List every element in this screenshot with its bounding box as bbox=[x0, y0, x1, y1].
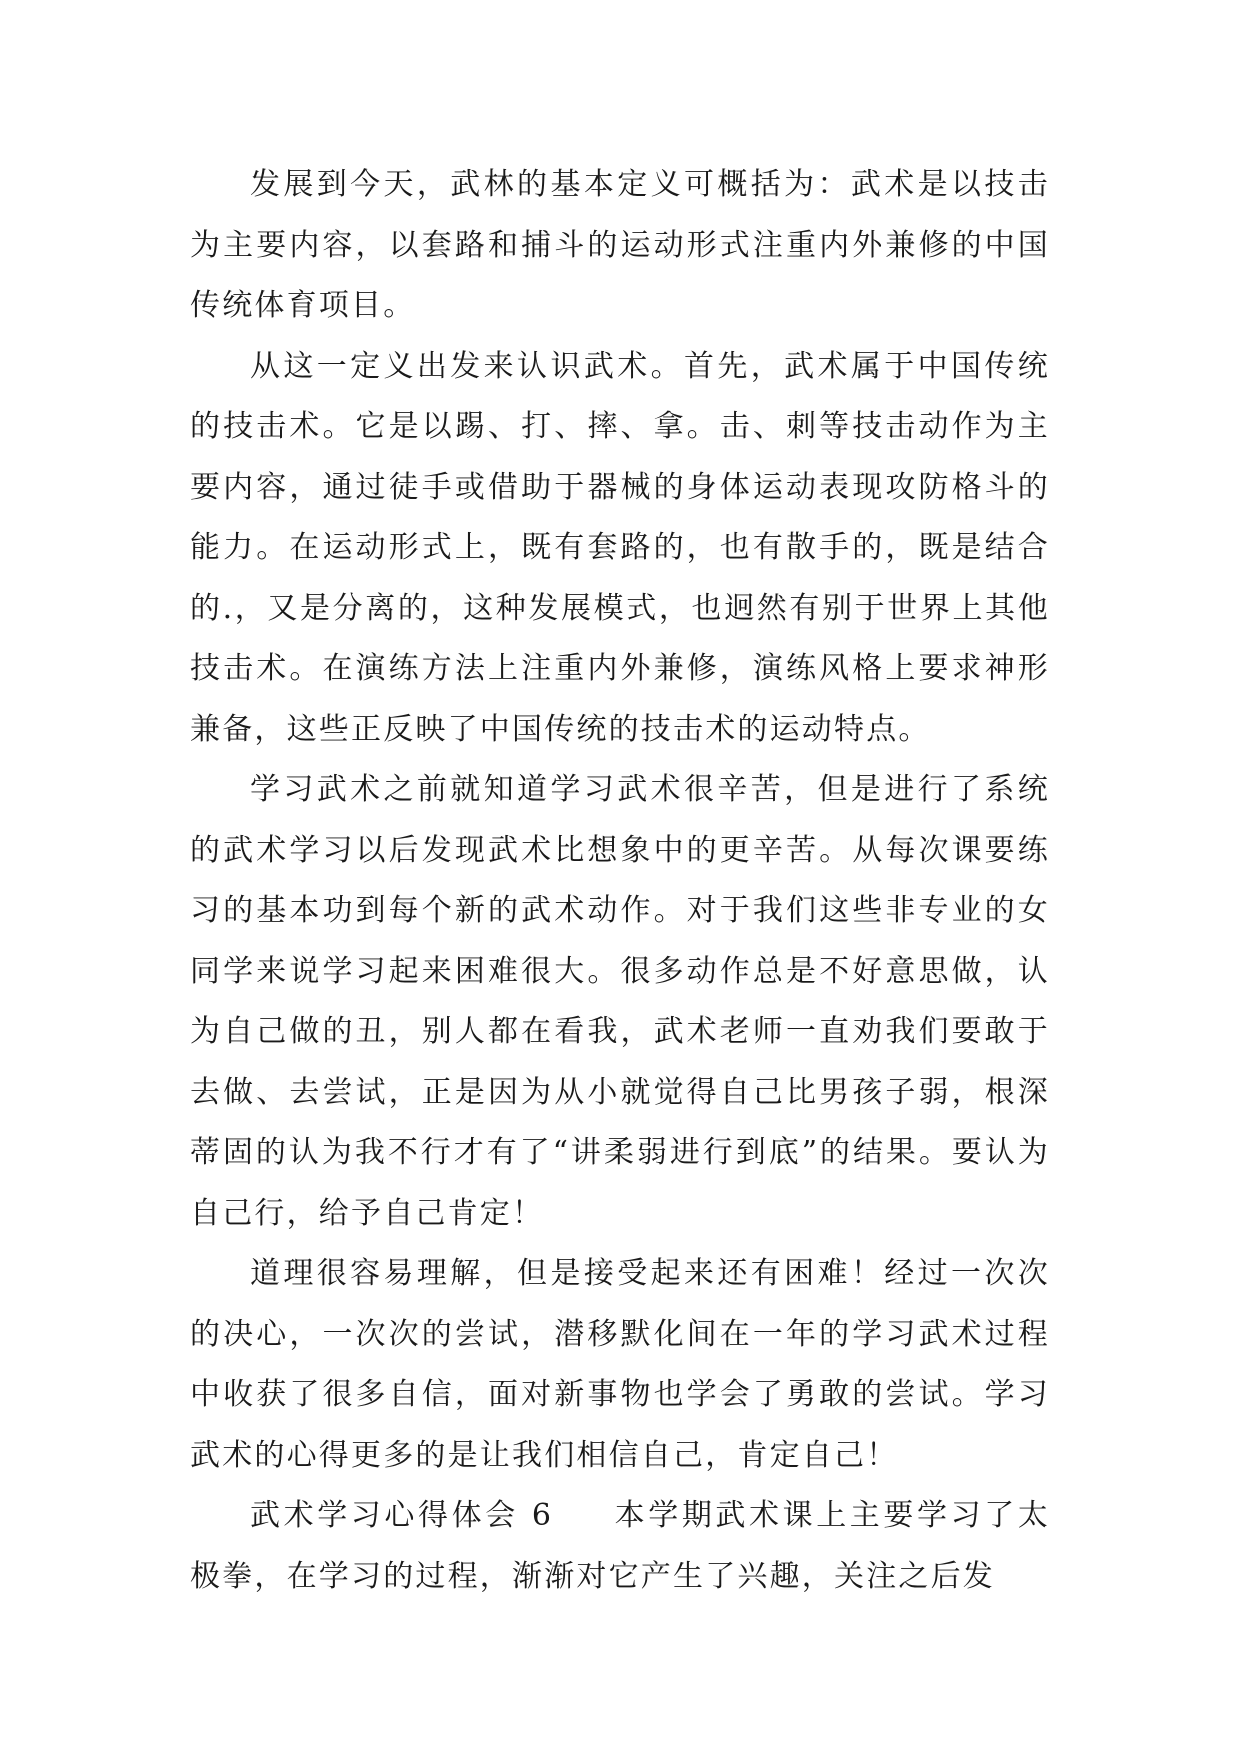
section-6-text: 本学期武术课上主要学习了太极拳，在学习的过程，渐渐对它产生了兴趣，关注之后发 bbox=[190, 1498, 1050, 1594]
paragraph-definition: 发展到今天，武林的基本定义可概括为：武术是以技击为主要内容，以套路和捕斗的运动形式注重内外兼修的中国传统体育项目。 bbox=[190, 167, 1050, 323]
section-heading: 武术学习心得体会 6 bbox=[250, 1498, 554, 1533]
document-body bbox=[190, 155, 1050, 1607]
paragraph-understanding: 从这一定义出发来认识武术。首先，武术属于中国传统的技击术。它是以踢、打、摔、拿。击、刺等技击动作为主要内容，通过徒手或借助于器械的身体运动表现攻防格斗的能力。在运动形式上，既有套路的，也有散手的，既是结合的.，又是分离的，这种发展模式，也迥然有别于世界上其他技击术。在演练方法上注重内外兼修，演练风格上要求神形兼备，这些正反映了中国传统的技击术的运动特点。 bbox=[190, 348, 1050, 747]
paragraph-learning-experience: 学习武术之前就知道学习武术很辛苦，但是进行了系统的武术学习以后发现武术比想象中的更辛苦。从每次课要练习的基本功到每个新的武术动作。对于我们这些非专业的女同学来说学习起来困难很大。很多动作总是不好意思做，认为自己做的丑，别人都在看我，武术老师一直劝我们要敢于去做、去尝试，正是因为从小就觉得自己比男孩子弱，根深蒂固的认为我不行才有了“讲柔弱进行到底”的结果。要认为自己行，给予自己肯定！ bbox=[190, 772, 1050, 1231]
paragraph-section-6 bbox=[190, 1486, 1050, 1607]
paragraph-confidence: 道理很容易理解，但是接受起来还有困难！经过一次次的决心，一次次的尝试，潜移默化间在一年的学习武术过程中收获了很多自信，面对新事物也学会了勇敢的尝试。学习武术的心得更多的是让我们相信自己，肯定自己！ bbox=[190, 1256, 1050, 1473]
